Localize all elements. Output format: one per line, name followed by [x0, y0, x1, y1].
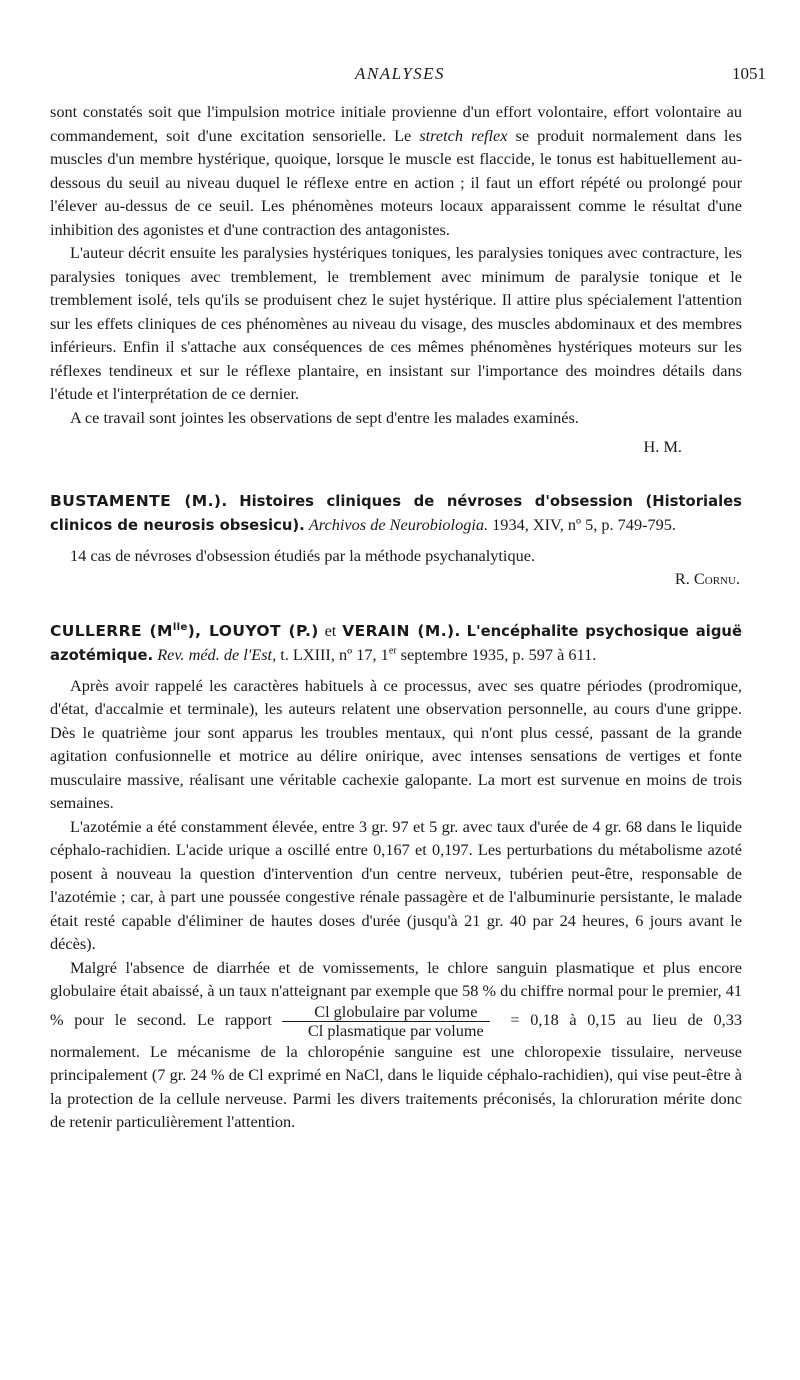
author-superscript: lle: [172, 621, 188, 633]
reference-details: t. LXIII, nº 17, 1: [276, 645, 389, 664]
paragraph-text: se produit normalement dans les muscles d'un membre hystérique, quoique, lorsque le muscle est flaccide, le tonus est habituellement au-dessous du seuil au niveau duquel le réflexe entre en action ; il faut un effort répété ou prolongé pour l'élever au-dessus de ce seuil. Les phénomènes moteurs locaux apparaissent comme le résultat d'une inhibition des agonistes et d'une contraction des antagonistes.: [50, 125, 742, 239]
page-number: 1051: [732, 64, 766, 83]
fraction-numerator: Cl globulaire par volume: [282, 1003, 490, 1022]
paragraph-paralysies: L'auteur décrit ensuite les paralysies hystériques toniques, les paralysies toniques avec contracture, les paralysies toniques avec tremblement, le tremblement avec minimum de paralysie tonique et le tremblement isolé, tels qu'ils se produisent chez le sujet hystérique. Il attire plus spécialement l'attention sur les effets cliniques de ces phénomènes au niveau du visage, des muscles abdominaux et des membres inférieurs. Enfin il s'attache aux conséquences de ces mêmes phénomènes hystériques moteurs sur les réflexes tendineux et sur le réflexe plantaire, en insistant sur l'importance des moindres détails dans l'étude et l'interprétation de ce dernier.: [50, 243, 742, 403]
reference-journal: Archivos de Neurobiologia.: [308, 515, 489, 534]
reference-title: Histoires cliniques de névroses d'obsession (Historiales clinicos de neurosis obsesicu).: [50, 492, 742, 534]
ratio-fraction: [282, 1003, 490, 1040]
reference-cullerre: [50, 619, 742, 668]
paragraph-text: Malgré l'absence de diarrhée et de vomissements, le chlore sanguin plasmatique et plus encore globulaire était abaissé, à un taux n'atteignant par exemple que 58 % du chiffre normal pour le premier, 41 % pour le second. Le rapport: [50, 957, 742, 1029]
reference-author: [50, 622, 319, 640]
reference-author: VERAIN (M.).: [342, 621, 461, 640]
paragraph-stretch-reflex: [50, 100, 742, 241]
reference-details: septembre 1935, p. 597 à 611.: [396, 645, 597, 664]
author-text: ), LOUYOT (P.): [187, 621, 319, 640]
signature-hm: H. M.: [643, 437, 682, 456]
author-text: CULLERRE (M: [50, 621, 173, 640]
paragraph-text: = 0,18 à 0,15 au lieu de 0,33 normalement. Le mécanisme de la chloropénie sanguine est une chloropexie tissulaire, nerveuse principalement (7 gr. 24 % de Cl exprimé en NaCl, dans le liquide céphalo-rachidien), qui vise peut-être à la protection de la cellule nerveuse. Parmi les divers traitements préconisés, la chloruration mérite donc de retenir particulièrement l'attention.: [50, 1009, 742, 1131]
conjunction: et: [318, 620, 343, 640]
paragraph-observations: A ce travail sont jointes les observations de sept d'entre les malades examinés.: [70, 407, 579, 427]
paragraph-chlore: [50, 956, 742, 1134]
reference-title: L'encéphalite psychosique aiguë azotémique.: [50, 622, 742, 664]
signature-cornu: [50, 567, 742, 591]
reference-journal: Rev. méd. de l'Est,: [157, 645, 277, 664]
reference-bustamente: [50, 489, 742, 538]
signature-name: Cornu.: [693, 569, 740, 588]
running-title: ANALYSES: [354, 64, 446, 83]
details-superscript: er: [388, 645, 397, 657]
reference-details: 1934, XIV, nº 5, p. 749-795.: [488, 515, 677, 534]
fraction-denominator: Cl plasmatique par volume: [307, 1020, 484, 1040]
reference-author: BUSTAMENTE (M.).: [50, 491, 228, 510]
signature-initial: R.: [674, 569, 694, 588]
italic-term: stretch reflex: [419, 125, 508, 145]
summary-bustamente: 14 cas de névroses d'obsession étudiés par la méthode psychanalytique.: [70, 545, 536, 565]
paragraph-azotemie: L'azotémie a été constamment élevée, entre 3 gr. 97 et 5 gr. avec taux d'urée de 4 gr. 68 dans le liquide céphalo-rachidien. L'acide urique a oscillé entre 0,167 et 0,197. Les perturbations du métabolisme azoté posent à nouveau la question d'intervention d'un centre nerveux, tubérien peut-être, responsable de l'azotémie ; car, à part une poussée congestive rénale passagère et de l'albuminurie persistante, le malade était resté capable d'éliminer de hautes doses d'urée (jusqu'à 21 gr. 40 par 24 heures, 6 jours avant le décès).: [50, 816, 742, 953]
page-body: [50, 100, 742, 1134]
paragraph-processus: Après avoir rappelé les caractères habituels à ce processus, avec ses quatre périodes (prodromique, d'état, d'accalmie et terminale), les auteurs relatent une observation personnelle, au cours d'une grippe. Dès le quatrième jour sont apparus les troubles mentaux, qui n'ont plus cessé, passant de la grande agitation confusionnelle et motrice au délire onirique, avec intenses sensations de vertiges et fonte musculaire massive, réalisant une véritable cachexie galopante. La mort est survenue en moins de trois semaines.: [50, 675, 742, 812]
page-header: [0, 64, 800, 90]
paragraph-text: sont constatés soit que l'impulsion motrice initiale provienne d'un effort volontaire, effort volontaire au commandement, soit d'une excitation sensorielle. Le: [50, 102, 742, 145]
